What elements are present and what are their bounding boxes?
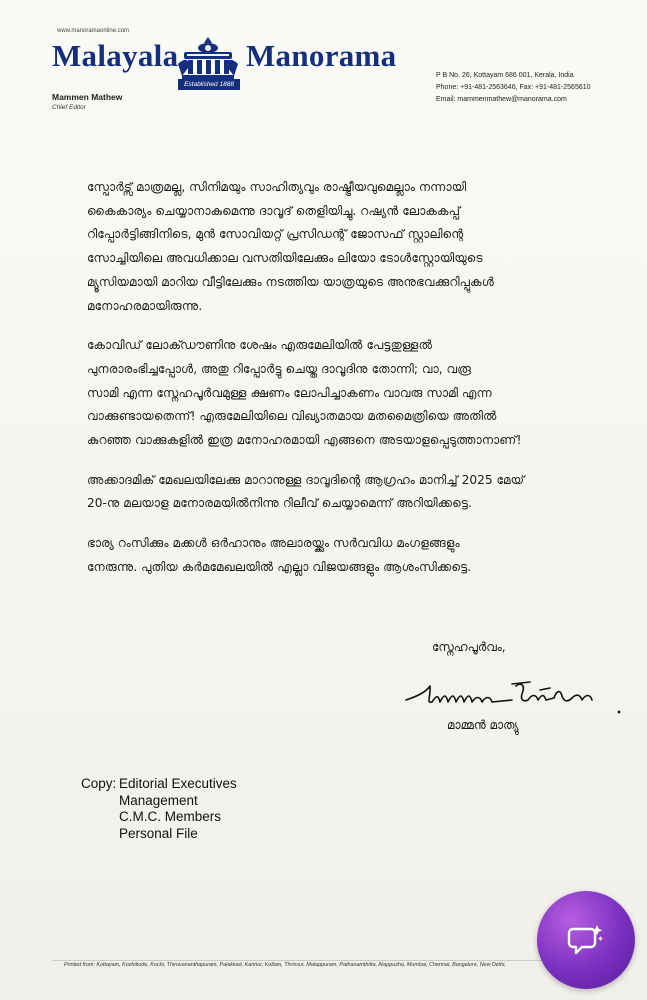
text-line: അക്കാദമിക് മേഖലയിലേക്കു മാറാനുള്ള ദാവൂദിന്റെ ആഗ്രഹം മാനിച്ച് 2025 മേയ്	[87, 472, 525, 487]
address-line: P B No. 26, Kottayam 686 001, Kerala, India	[436, 72, 574, 79]
text-line: റിപ്പോർട്ടിങ്ങിനിടെ, മുൻ സോവിയറ്റ് പ്രസിഡന്റ് ജോസഫ് സ്റ്റാലിന്റെ	[87, 227, 464, 242]
text-line: കൈകാര്യം ചെയ്യാനാകുമെന്നു ദാവൂദ് തെളിയിച്ചു. റഷ്യൻ ലോകകപ്പ്	[87, 203, 461, 218]
sparkle-chat-icon	[567, 921, 605, 959]
ai-chat-button[interactable]	[537, 891, 635, 989]
brand-name-right: Manorama	[246, 38, 397, 73]
text-line: 20-നു മലയാള മനോരമയിൽനിന്നു റിലീവ് ചെയ്യാമെന്ന് അറിയിക്കട്ടെ.	[87, 496, 472, 511]
text-line: കുറഞ്ഞ വാക്കുകളിൽ ഇത്ര മനോഹരമായി എങ്ങനെ അടയാളപ്പെടുത്താനാണ്!	[87, 433, 522, 448]
text-line: വാക്കുണ്ടായതെന്ന്! എരുമേലിയിലെ വിഖ്യാതമായ മതമൈത്രിയെ അതിൽ	[87, 409, 497, 424]
text-line: സാമി എന്ന സ്നേഹപൂർവമുള്ള ക്ഷണം ലോപിച്ചാകണം വാവരു സാമി എന്ന	[87, 385, 492, 400]
paragraph	[87, 532, 592, 579]
emblem-icon	[176, 34, 240, 82]
paragraph	[87, 176, 592, 318]
text-line: നേരുന്നു. പുതിയ കർമമേഖലയിൽ എല്ലാ വിജയങ്ങളും ആശംസിക്കട്ടെ.	[87, 559, 472, 574]
copy-label: Copy:	[81, 776, 117, 791]
copy-recipient: C.M.C. Members	[119, 809, 222, 824]
copy-recipient: Personal File	[119, 825, 198, 841]
text-line: ഭാര്യ റംസിക്കും മക്കൾ ഒർഹാനും അലാരയ്ക്കും സർവവിധ മംഗളങ്ങളും	[87, 536, 460, 551]
paragraph	[87, 469, 592, 516]
text-line: മ്യൂസിയമായി മാറിയ വീട്ടിലേക്കും നടത്തിയ യാത്രയുടെ അനുഭവക്കുറിപ്പുകൾ	[87, 274, 494, 289]
copy-list	[81, 776, 237, 842]
established-badge: Established 1888	[178, 79, 240, 90]
text-line: കോവിഡ് ലോക്ഡൗണിനു ശേഷം എരുമേലിയിൽ പേട്ടതുള്ളൽ	[87, 338, 433, 353]
text-line: പുനരാരംഭിച്ചപ്പോൾ, അതു റിപ്പോർട്ടു ചെയ്ത ദാവൂദിനു തോന്നി; വാ, വരൂ	[87, 361, 471, 376]
website-url: www.manoramaonline.com	[57, 28, 130, 34]
text-line: സ്പോർട്സ് മാത്രമല്ല, സിനിമയും സാഹിത്യവും രാഷ്ട്രീയവുമെല്ലാം നന്നായി	[87, 180, 467, 194]
editor-title: Chief Editor	[52, 104, 86, 111]
email-line: Email: mammenmathew@manorama.com	[436, 96, 567, 103]
letter-body	[87, 176, 592, 580]
paragraph	[87, 334, 592, 453]
phone-line: Phone: +91-481-2563646, Fax: +91-481-2565610	[436, 84, 591, 91]
brand-name-left: Malayala	[52, 38, 179, 73]
address-block	[436, 70, 591, 106]
text-line: മനോഹരമായിരുന്നു.	[87, 298, 203, 313]
handwritten-signature	[404, 672, 634, 724]
copy-recipient: Editorial Executives	[119, 776, 237, 791]
signer-name: മാമ്മൻ മാത്യു	[447, 718, 519, 732]
footer-print-locations: Printed from: Kottayam, Kozhikode, Kochi, Thiruvananthapuram, Palakkad, Kannur, Kollam, Thrissur, Malappuram, Pathanamthitta, Alappuzha, Mumbai, Chennai, Bangalore, New Delhi,	[64, 962, 506, 968]
closing-salutation: സ്നേഹപൂർവം,	[432, 640, 506, 654]
editor-name: Mammen Mathew	[52, 92, 123, 102]
copy-recipient: Management	[119, 792, 198, 808]
footer-divider	[52, 960, 612, 961]
text-line: സോച്ചിയിലെ അവധിക്കാല വസതിയിലേക്കും ലിയോ ടോൾസ്റ്റോയിയുടെ	[87, 251, 483, 266]
